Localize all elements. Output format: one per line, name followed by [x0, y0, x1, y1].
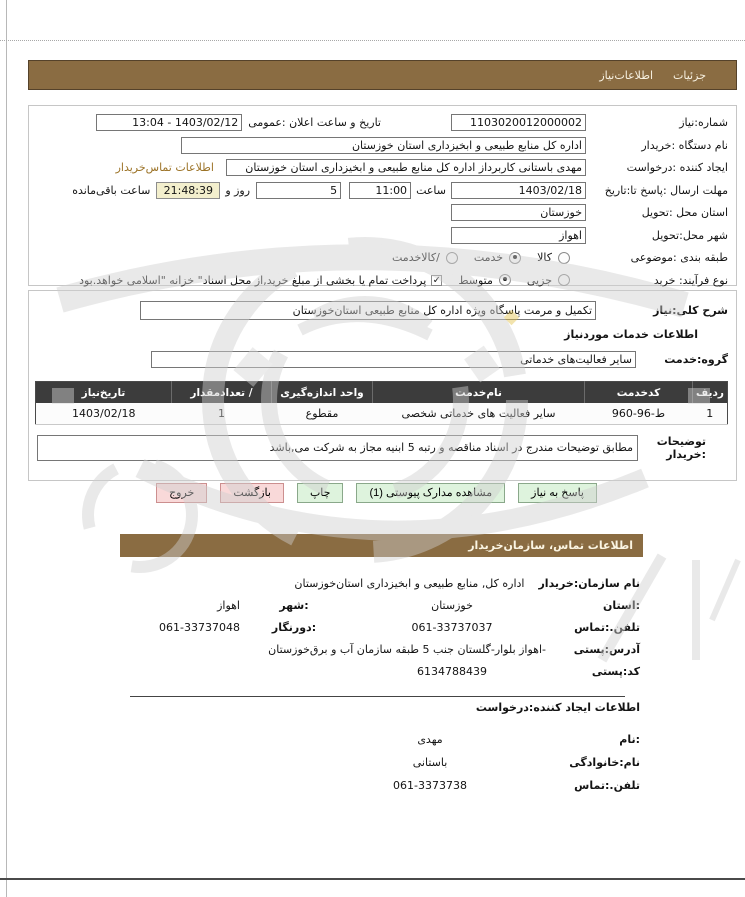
- payment-treasury-checkbox[interactable]: [79, 274, 442, 287]
- table-cell: ط-96-960: [585, 403, 693, 425]
- need-summary-panel: [28, 105, 737, 286]
- deadline-date-field[interactable]: 1403/02/18: [451, 182, 586, 199]
- table-cell: مقطوع: [272, 403, 373, 425]
- checkbox-icon[interactable]: [431, 275, 442, 286]
- creator-phone-value: 061-3373738: [393, 779, 467, 792]
- buyer-notes-label: توضیحات :خریدار: [656, 435, 706, 461]
- org-name-value: اداره کل, منابع طبیعی و ابخیزداری استان‌خوزستان: [294, 576, 525, 590]
- need-number-field[interactable]: 1103020012000002: [451, 114, 586, 131]
- need-number-row: [37, 114, 728, 131]
- radio-icon[interactable]: [499, 274, 511, 286]
- creator-phone-label: تلفن.:تماس: [574, 779, 640, 792]
- buyer-org-row: [37, 137, 728, 154]
- deadline-row: [37, 182, 728, 199]
- request-creator-label: ایجاد کننده :درخواست: [626, 161, 728, 174]
- radio-option-service[interactable]: [474, 251, 521, 264]
- delivery-city-field[interactable]: اهواز: [451, 227, 586, 244]
- back-button[interactable]: بازگشت: [220, 483, 284, 503]
- remaining-hours-label: ساعت باقی‌مانده: [72, 183, 151, 197]
- column-header: تاریخ‌نیاز: [36, 382, 172, 404]
- section-divider: [130, 696, 625, 697]
- radio-icon[interactable]: [558, 252, 570, 264]
- buyer-notes-field[interactable]: مطابق توضیحات مندرج در اسناد مناقصه و رتبه 5 ابنیه مجاز به شرکت می,باشد: [37, 435, 638, 461]
- process-type-row: [37, 272, 728, 289]
- city-value: اهواز: [217, 598, 240, 612]
- deadline-hour-label: ساعت: [416, 183, 446, 197]
- address-label: آدرس:پستی: [573, 642, 640, 656]
- need-description-field[interactable]: تکمیل و مرمت پاسگاه ویژه اداره کل منابع طبیعی استان‌خوزستان: [140, 301, 596, 320]
- radio-icon[interactable]: [446, 252, 458, 264]
- tab-details[interactable]: جزئیات: [673, 68, 706, 82]
- request-creator-field[interactable]: مهدی باستانی کاربرداز اداره کل منابع طبیعی و ابخیزداری استان خوزستان: [226, 159, 586, 176]
- province-label: :استان: [603, 598, 640, 612]
- phone-label: تلفن.:تماس: [574, 620, 640, 634]
- buyer-contact-section: [100, 572, 640, 697]
- print-button[interactable]: چاپ: [297, 483, 344, 503]
- deadline-label: مهلت ارسال :پاسخ تا:تاریخ: [604, 183, 728, 197]
- province-value: خوزستان: [431, 598, 473, 612]
- table-cell: سایر فعالیت های خدماتی شخصی: [373, 403, 585, 425]
- delivery-province-label: استان محل :تحویل: [641, 206, 728, 219]
- request-creator-section: [100, 701, 640, 797]
- classification-row: [37, 249, 728, 266]
- reply-to-need-button[interactable]: پاسخ به نیاز: [518, 483, 597, 503]
- creator-name-value: مهدی: [417, 733, 443, 746]
- buyer-contact-link[interactable]: اطلاعات تماس‌خریدار: [115, 161, 214, 174]
- radio-option-goods-service[interactable]: [392, 251, 458, 264]
- postal-code-row: [100, 660, 640, 682]
- process-type-label: نوع فرآیند: خرید: [653, 273, 728, 287]
- required-services-heading: اطلاعات خدمات موردنیاز: [564, 328, 698, 341]
- radio-label: متوسط: [458, 273, 493, 287]
- phone-value: 061-33737037: [411, 620, 493, 634]
- service-group-row: [37, 351, 728, 368]
- deadline-time-field[interactable]: 11:00: [349, 182, 411, 199]
- services-table: [35, 381, 728, 425]
- org-name-row: [100, 572, 640, 594]
- table-cell: 1: [172, 403, 272, 425]
- buyer-org-field[interactable]: اداره کل منابع طبیعی و ابخیزداری استان خوزستان: [181, 137, 586, 154]
- service-group-label: گروه:خدمت: [664, 353, 728, 366]
- postal-code-value: 6134788439: [417, 664, 487, 678]
- creator-family-row: [100, 751, 640, 774]
- view-attachments-button[interactable]: مشاهده مدارک پیوستی (1): [356, 483, 505, 503]
- page-bottom-rule: [0, 878, 745, 880]
- province-city-row: [100, 594, 640, 616]
- buyer-contact-section-header: اطلاعات تماس، سازمان‌خریدار: [120, 534, 643, 557]
- postal-code-label: کد:پستی: [591, 664, 640, 678]
- exit-button[interactable]: خروج: [156, 483, 207, 503]
- radio-option-medium[interactable]: [458, 274, 511, 287]
- radio-label: خدمت: [473, 251, 504, 264]
- remaining-days-field[interactable]: 5: [256, 182, 341, 199]
- radio-option-goods[interactable]: [537, 251, 570, 264]
- org-name-label: نام سازمان:خریدار: [538, 576, 640, 590]
- need-services-panel: [28, 290, 737, 481]
- radio-label: کالا: [537, 251, 552, 264]
- delivery-city-row: [37, 227, 728, 244]
- action-buttons: [156, 483, 597, 503]
- address-value: -اهواز بلوار-گلستان جنب 5 طبقه سازمان آب و برق‌خوزستان: [268, 642, 546, 656]
- service-group-field[interactable]: سایر فعالیت‌های خدماتی: [151, 351, 636, 368]
- column-header: کدخدمت: [585, 382, 693, 404]
- classification-label: طبقه بندی :موضوعی: [630, 251, 728, 264]
- top-dotted-separator: [0, 40, 745, 41]
- top-tab-bar: [28, 60, 737, 90]
- phone-fax-row: [100, 616, 640, 638]
- buyer-org-label: نام دستگاه :خریدار: [641, 138, 728, 152]
- table-cell: 1403/02/18: [36, 403, 172, 425]
- request-creator-row: [37, 159, 728, 176]
- address-row: [100, 638, 640, 660]
- column-header: ردیف: [693, 382, 728, 404]
- column-header: واحد اندازه‌گیری: [272, 382, 373, 404]
- column-header: نام‌خدمت: [373, 382, 585, 404]
- delivery-province-row: [37, 204, 728, 221]
- announce-datetime-field[interactable]: 1403/02/12 - 13:04: [96, 114, 242, 131]
- remaining-countdown: 21:48:39: [156, 182, 220, 199]
- fax-label: :دورنگار: [271, 620, 317, 634]
- delivery-city-label: شهر محل:تحویل: [651, 228, 728, 242]
- radio-icon[interactable]: [509, 252, 521, 264]
- checkbox-label: پرداخت تمام یا بخشی از مبلغ خرید,از محل اسناد" خزانه "اسلامی خواهد.بود: [79, 273, 427, 287]
- radio-option-partial[interactable]: [527, 274, 570, 287]
- tab-need-info[interactable]: اطلاعات‌نیاز: [599, 68, 654, 82]
- radio-label: /کالاخدمت: [392, 251, 440, 264]
- need-description-label: شرح کلی:نیاز: [653, 304, 728, 317]
- creator-family-label: نام:خانوادگی: [569, 756, 640, 769]
- need-description-row: [37, 301, 728, 320]
- need-number-label: شماره:نیاز: [679, 116, 728, 129]
- creator-name-label: :نام: [619, 733, 640, 746]
- column-header: / تعدادمقدار: [172, 382, 272, 404]
- table-row: [36, 403, 728, 425]
- radio-label: جزیی: [526, 273, 552, 287]
- delivery-province-field[interactable]: خوزستان: [451, 204, 586, 221]
- buyer-notes-row: [37, 435, 728, 461]
- city-label: :شهر: [279, 598, 309, 612]
- creator-name-row: [100, 728, 640, 751]
- fax-value: 061-33737048: [159, 620, 240, 634]
- remaining-days-label: روز و: [225, 183, 251, 197]
- creator-section-heading: اطلاعات ایجاد کننده:درخواست: [475, 701, 640, 714]
- services-table-header: [36, 382, 728, 404]
- creator-phone-row: [100, 774, 640, 797]
- page-left-border: [6, 0, 7, 897]
- table-cell: 1: [693, 403, 728, 425]
- radio-icon[interactable]: [558, 274, 570, 286]
- creator-family-value: باستانی: [412, 756, 448, 769]
- announce-datetime-label: تاریخ و ساعت اعلان :عمومی: [248, 116, 381, 129]
